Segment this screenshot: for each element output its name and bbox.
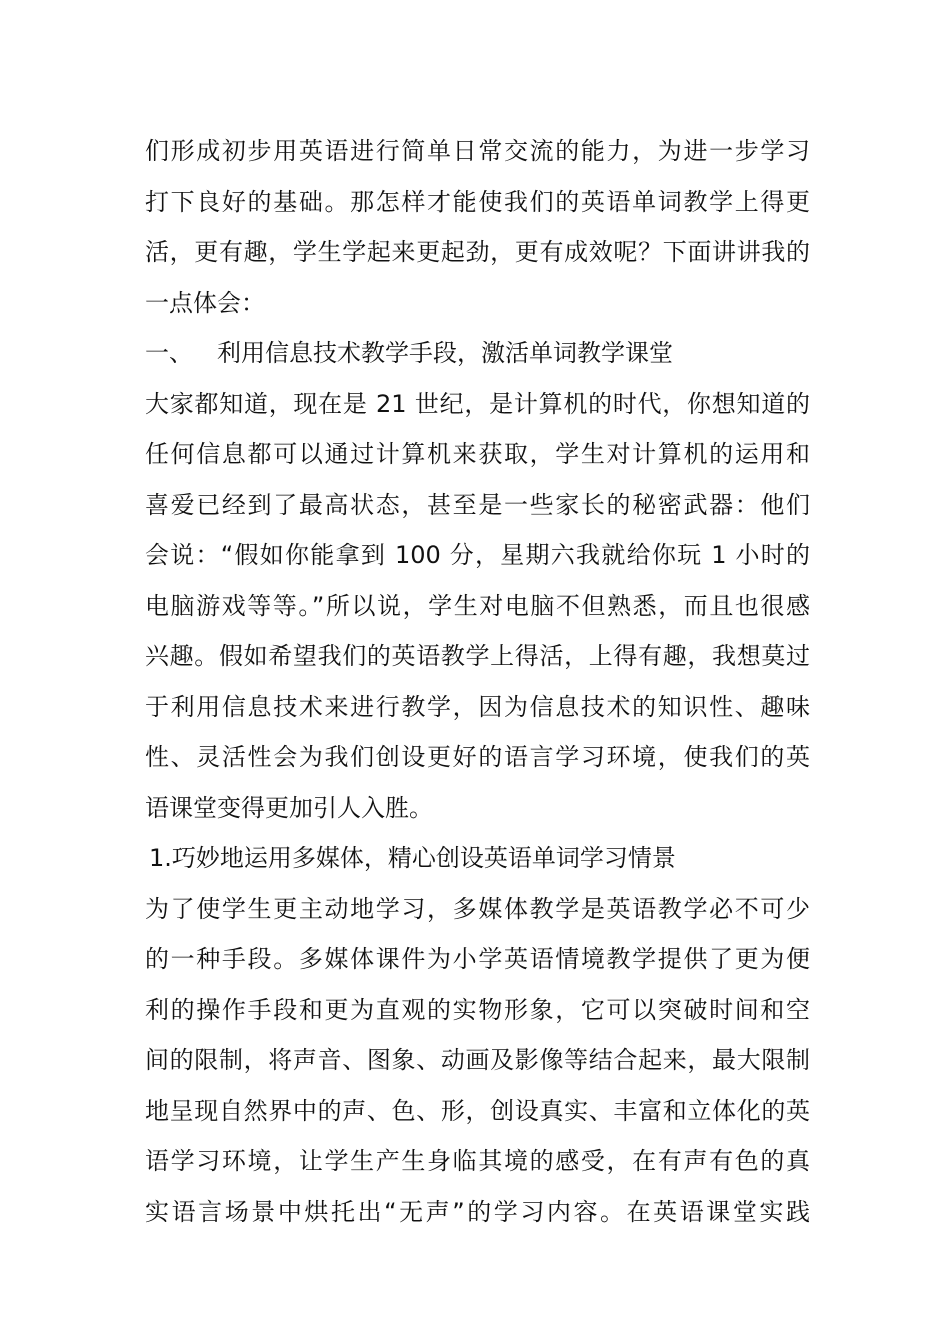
paragraph-line: 语课堂变得更加引人入胜。 [145, 793, 433, 822]
paragraph-line: 兴趣。假如希望我们的英语教学上得活，上得有趣，我想莫过 [145, 642, 810, 670]
paragraph-line: 会说：“假如你能拿到 100 分，星期六我就给你玩 1 小时的 [145, 541, 810, 569]
paragraph-line: 们形成初步用英语进行简单日常交流的能力，为进一步学习 [145, 137, 810, 165]
paragraph-line: 语学习环境，让学生产生身临其境的感受，在有声有色的真 [145, 1147, 810, 1175]
subsection-heading: 1.巧妙地运用多媒体，精心创设英语单词学习情景 [149, 844, 676, 872]
section-heading [145, 328, 810, 379]
paragraph-line: 大家都知道，现在是 21 世纪，是计算机的时代，你想知道的 [145, 389, 810, 418]
paragraph-line: 间的限制，将声音、图象、动画及影像等结合起来，最大限制 [145, 1046, 810, 1074]
section-number: 一、 [145, 339, 193, 367]
paragraph-line: 的一种手段。多媒体课件为小学英语情境教学提供了更为便 [145, 945, 810, 973]
paragraph-line: 实语言场景中烘托出“无声”的学习内容。在英语课堂实践 [145, 1197, 810, 1226]
paragraph-line: 于利用信息技术来进行教学，因为信息技术的知识性、趣味 [145, 692, 810, 721]
paragraph-line: 任何信息都可以通过计算机来获取，学生对计算机的运用和 [145, 440, 810, 468]
paragraph-line: 一点体会： [145, 288, 265, 317]
paragraph-line: 性、灵活性会为我们创设更好的语言学习环境，使我们的英 [145, 743, 810, 771]
paragraph-line: 利的操作手段和更为直观的实物形象，它可以突破时间和空 [145, 995, 810, 1024]
paragraph-line: 电脑游戏等等。”所以说，学生对电脑不但熟悉，而且也很感 [145, 591, 810, 620]
paragraph-line: 地呈现自然界中的声、色、形，创设真实、丰富和立体化的英 [145, 1096, 810, 1125]
paragraph-line: 打下良好的基础。那怎样才能使我们的英语单词教学上得更 [145, 187, 810, 216]
paragraph-line: 活，更有趣，学生学起来更起劲，更有成效呢？下面讲讲我的 [145, 238, 810, 266]
paragraph-line: 喜爱已经到了最高状态，甚至是一些家长的秘密武器：他们 [145, 490, 810, 519]
paragraph-line: 为了使学生更主动地学习，多媒体教学是英语教学必不可少 [145, 894, 810, 923]
section-title: 利用信息技术教学手段，激活单词教学课堂 [217, 339, 673, 367]
document-body [145, 126, 810, 1237]
